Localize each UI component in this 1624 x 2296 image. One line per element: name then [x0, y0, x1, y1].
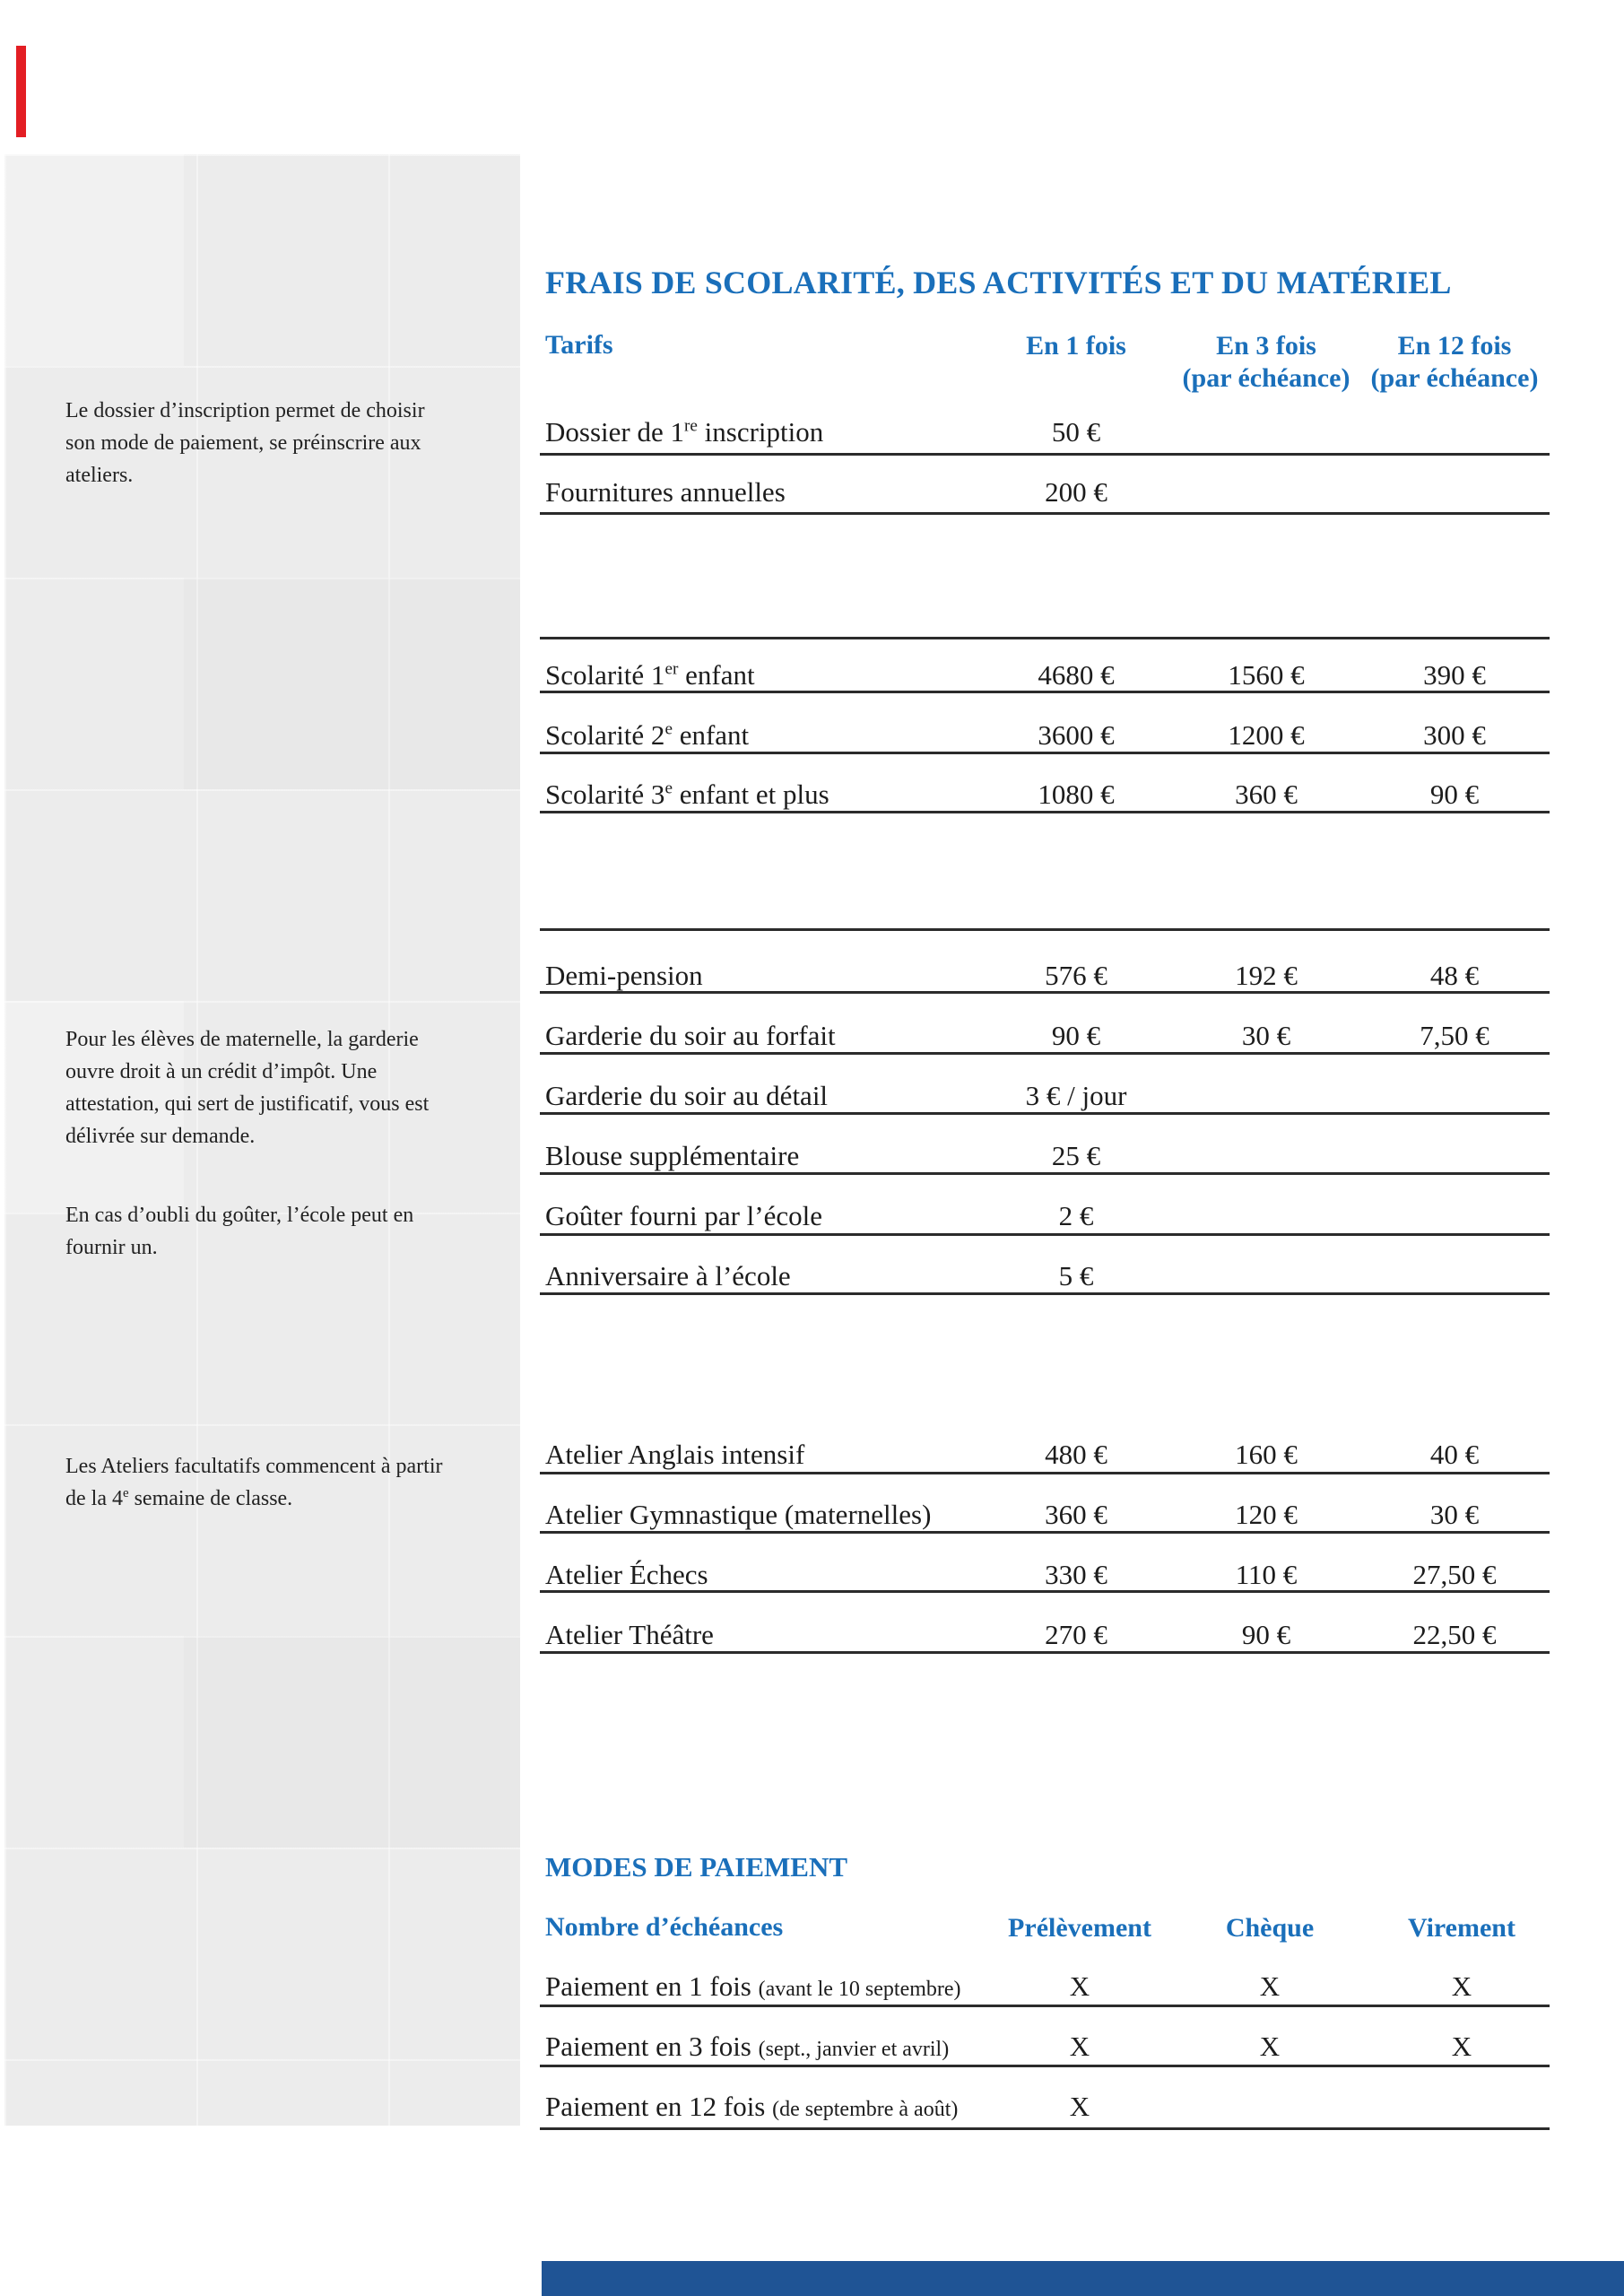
fee-amount: 390 €	[1423, 659, 1486, 691]
fee-amount: 110 €	[1235, 1559, 1298, 1590]
payment-row-header: Nombre d’échéances	[545, 1912, 784, 1942]
fee-amount: 30 €	[1429, 1499, 1480, 1530]
fee-row-label	[545, 1619, 714, 1651]
table-rule	[540, 2127, 1550, 2130]
fee-amount: 330 €	[1045, 1559, 1107, 1590]
fee-amount: 192 €	[1235, 960, 1298, 991]
payment-section-heading: MODES DE PAIEMENT	[545, 1851, 848, 1883]
fee-label-superscript: re	[683, 416, 698, 436]
table-rule	[540, 1590, 1550, 1593]
fee-cell	[1174, 1559, 1359, 1591]
margin-note-superscript: e	[122, 1486, 129, 1500]
fee-amount: 120 €	[1235, 1499, 1298, 1530]
fee-cell	[984, 659, 1168, 691]
fee-cell	[984, 1140, 1168, 1172]
column-header	[1174, 330, 1359, 395]
fee-row-label	[545, 1260, 791, 1292]
margin-note	[65, 1199, 460, 1264]
payment-column-label: Virement	[1408, 1913, 1515, 1943]
fee-amount: 5 €	[1058, 1260, 1094, 1292]
fee-amount: 1560 €	[1228, 659, 1305, 691]
margin-note	[65, 1450, 460, 1515]
payment-mark-cell	[1369, 2031, 1554, 2063]
fee-label-text: inscription	[697, 416, 824, 448]
fee-amount: 3600 €	[1038, 719, 1115, 751]
fee-label-text: Scolarité 2	[545, 719, 665, 751]
fee-label-text: enfant	[678, 659, 755, 691]
payment-mark: X	[1069, 2031, 1090, 2062]
fee-cell	[984, 1559, 1168, 1591]
payment-label-note: (avant le 10 septembre)	[758, 1978, 961, 2001]
column-header-line1: En 3 fois	[1216, 331, 1316, 361]
fee-amount: 270 €	[1045, 1619, 1107, 1650]
payment-mark-cell	[987, 2091, 1172, 2123]
table-rule	[540, 1112, 1550, 1115]
table-rule	[540, 691, 1550, 693]
tarifs-heading: Tarifs	[545, 330, 613, 360]
table-rule	[540, 1472, 1550, 1474]
fee-label-text: Blouse supplémentaire	[545, 1140, 800, 1171]
fee-label-text: Garderie du soir au forfait	[545, 1020, 836, 1051]
table-rule	[540, 1292, 1550, 1295]
fee-cell	[1362, 659, 1547, 691]
payment-column-label: Chèque	[1225, 1913, 1315, 1943]
fee-label-superscript: e	[664, 778, 673, 798]
fee-amount: 576 €	[1045, 960, 1107, 991]
fee-row-label	[545, 960, 703, 992]
payment-label-note: (de septembre à août)	[772, 2098, 959, 2121]
fee-cell	[984, 1499, 1168, 1531]
fee-amount: 50 €	[1051, 416, 1101, 448]
fee-cell	[1174, 659, 1359, 691]
fee-label-text: Atelier Anglais intensif	[545, 1439, 805, 1470]
fee-cell	[984, 719, 1168, 752]
fee-amount: 200 €	[1045, 476, 1107, 508]
fee-label-text: enfant et plus	[672, 778, 829, 810]
fee-cell	[984, 960, 1168, 992]
page-title: FRAIS DE SCOLARITÉ, DES ACTIVITÉS ET DU MATÉRIEL	[545, 265, 1452, 300]
fee-cell	[1174, 1439, 1359, 1471]
payment-mark-cell	[987, 1970, 1172, 2003]
fee-amount: 480 €	[1045, 1439, 1107, 1470]
fee-amount: 48 €	[1429, 960, 1480, 991]
fee-label-superscript: e	[664, 719, 673, 739]
fee-label-text: Garderie du soir au détail	[545, 1080, 829, 1111]
payment-mark: X	[1451, 2031, 1472, 2062]
fee-row-label	[545, 778, 829, 811]
fee-amount: 40 €	[1429, 1439, 1480, 1470]
payment-row-label	[545, 2091, 958, 2123]
fee-cell	[984, 778, 1168, 811]
fee-row-label	[545, 1140, 799, 1172]
fee-label-text: Dossier de 1	[545, 416, 684, 448]
table-rule	[540, 1172, 1550, 1175]
page-edge-mark	[16, 46, 26, 137]
fee-cell	[1174, 1499, 1359, 1531]
payment-mark-cell	[1177, 2031, 1362, 2063]
fee-cell	[984, 476, 1168, 509]
fee-cell	[984, 1020, 1168, 1052]
fee-cell	[1362, 1619, 1547, 1651]
table-rule	[540, 453, 1550, 456]
payment-mark: X	[1069, 1970, 1090, 2002]
fee-amount: 27,50 €	[1412, 1559, 1497, 1590]
fee-cell	[984, 1080, 1168, 1112]
column-header	[1362, 330, 1547, 395]
sidebar-tile	[4, 154, 184, 366]
fee-row-label	[545, 476, 786, 509]
fee-amount: 30 €	[1241, 1020, 1291, 1051]
fee-label-text: Atelier Échecs	[545, 1559, 708, 1590]
fee-amount: 90 €	[1429, 778, 1480, 810]
payment-column-header	[1369, 1912, 1554, 1944]
fee-label-text: enfant	[672, 719, 750, 751]
payment-mark: X	[1259, 2031, 1281, 2062]
fee-cell	[1174, 1619, 1359, 1651]
fee-amount: 360 €	[1045, 1499, 1107, 1530]
margin-note-line: ateliers.	[65, 464, 134, 487]
table-group-rule	[540, 928, 1550, 931]
fee-cell	[984, 1200, 1168, 1232]
column-header-line1: En 12 fois	[1397, 331, 1512, 361]
fee-label-text: Anniversaire à l’école	[545, 1260, 791, 1292]
fee-cell	[1174, 960, 1359, 992]
payment-mark-cell	[987, 2031, 1172, 2063]
fee-amount: 2 €	[1058, 1200, 1094, 1231]
payment-column-label: Prélèvement	[1008, 1913, 1151, 1943]
fee-row-label	[545, 1559, 708, 1591]
column-header-line2: (par échéance)	[1370, 363, 1539, 393]
table-rule	[540, 512, 1550, 515]
fee-amount: 7,50 €	[1420, 1020, 1489, 1051]
payment-label-text: Paiement en 3 fois	[545, 2031, 751, 2062]
fee-row-label	[545, 416, 823, 448]
table-rule	[540, 811, 1550, 813]
margin-note-line: ouvre droit à un crédit d’impôt. Une	[65, 1060, 378, 1083]
fee-cell	[984, 1619, 1168, 1651]
margin-note-line: Pour les élèves de maternelle, la garderie	[65, 1028, 419, 1051]
fee-amount: 300 €	[1423, 719, 1486, 751]
payment-mark-cell	[1369, 1970, 1554, 2003]
table-group-rule	[540, 637, 1550, 639]
fee-cell	[1362, 1439, 1547, 1471]
fee-amount: 1200 €	[1228, 719, 1305, 751]
fee-row-label	[545, 659, 755, 691]
fee-amount: 360 €	[1235, 778, 1298, 810]
fee-cell	[1362, 778, 1547, 811]
fee-cell	[984, 416, 1168, 448]
margin-note	[65, 395, 460, 491]
fee-label-superscript: er	[664, 659, 679, 679]
margin-note-text: de la 4	[65, 1487, 123, 1510]
payment-mark: X	[1451, 1970, 1472, 2002]
payment-row-label	[545, 2031, 949, 2063]
margin-note-line: son mode de paiement, se préinscrire aux	[65, 431, 421, 455]
column-header	[984, 330, 1168, 362]
margin-note-line: délivrée sur demande.	[65, 1125, 256, 1148]
fee-label-text: Fournitures annuelles	[545, 476, 786, 508]
payment-mark: X	[1069, 2091, 1090, 2122]
fee-cell	[1174, 1020, 1359, 1052]
fee-cell	[1362, 960, 1547, 992]
table-rule	[540, 2005, 1550, 2007]
fee-cell	[1174, 719, 1359, 752]
fee-amount: 25 €	[1051, 1140, 1101, 1171]
table-rule	[540, 1531, 1550, 1534]
table-rule	[540, 1651, 1550, 1654]
fee-label-text: Goûter fourni par l’école	[545, 1200, 823, 1231]
margin-note	[65, 1023, 460, 1152]
fee-amount: 22,50 €	[1412, 1619, 1497, 1650]
payment-column-header	[987, 1912, 1172, 1944]
fee-row-label	[545, 1439, 804, 1471]
table-rule	[540, 1233, 1550, 1236]
payment-mark: X	[1259, 1970, 1281, 2002]
margin-note-line: Le dossier d’inscription permet de choisir	[65, 399, 425, 422]
fee-label-text: Scolarité 3	[545, 778, 665, 810]
payment-label-note: (sept., janvier et avril)	[758, 2038, 950, 2061]
table-rule	[540, 1052, 1550, 1055]
table-rule	[540, 991, 1550, 994]
column-header-line2: (par échéance)	[1182, 363, 1350, 393]
fee-cell	[1362, 1020, 1547, 1052]
fee-amount: 1080 €	[1038, 778, 1115, 810]
margin-note-text: semaine de classe.	[128, 1487, 293, 1510]
fee-cell	[1174, 778, 1359, 811]
fee-row-label	[545, 1080, 828, 1112]
payment-label-text: Paiement en 1 fois	[545, 1970, 751, 2002]
fee-label-text: Demi-pension	[545, 960, 703, 991]
payment-row-label	[545, 1970, 961, 2003]
fee-amount: 90 €	[1051, 1020, 1101, 1051]
table-rule	[540, 752, 1550, 754]
fee-cell	[984, 1439, 1168, 1471]
fee-amount: 3 € / jour	[1025, 1080, 1127, 1111]
margin-note-line: fournir un.	[65, 1236, 158, 1259]
fee-amount: 160 €	[1235, 1439, 1298, 1470]
sidebar-tile	[184, 1636, 520, 1848]
fee-cell	[1362, 1559, 1547, 1591]
payment-column-header	[1177, 1912, 1362, 1944]
fee-row-label	[545, 1020, 836, 1052]
margin-note-line	[65, 1483, 460, 1515]
fee-label-text: Atelier Gymnastique (maternelles)	[545, 1499, 932, 1530]
fee-amount: 90 €	[1241, 1619, 1291, 1650]
fee-cell	[1362, 1499, 1547, 1531]
fee-cell	[1362, 719, 1547, 752]
footer-bar	[542, 2261, 1624, 2296]
column-header-line1: En 1 fois	[1026, 331, 1126, 361]
margin-note-line: Les Ateliers facultatifs commencent à partir	[65, 1455, 443, 1478]
fee-cell	[984, 1260, 1168, 1292]
sidebar-tile	[184, 578, 520, 789]
payment-mark-cell	[1177, 1970, 1362, 2003]
margin-note-line: En cas d’oubli du goûter, l’école peut en	[65, 1204, 414, 1227]
fee-row-label	[545, 719, 749, 752]
fee-label-text: Scolarité 1	[545, 659, 665, 691]
fee-row-label	[545, 1200, 822, 1232]
payment-label-text: Paiement en 12 fois	[545, 2091, 766, 2122]
fee-label-text: Atelier Théâtre	[545, 1619, 714, 1650]
fee-row-label	[545, 1499, 931, 1531]
fee-amount: 4680 €	[1038, 659, 1115, 691]
margin-note-line: attestation, qui sert de justificatif, vous est	[65, 1092, 430, 1116]
table-rule	[540, 2065, 1550, 2067]
